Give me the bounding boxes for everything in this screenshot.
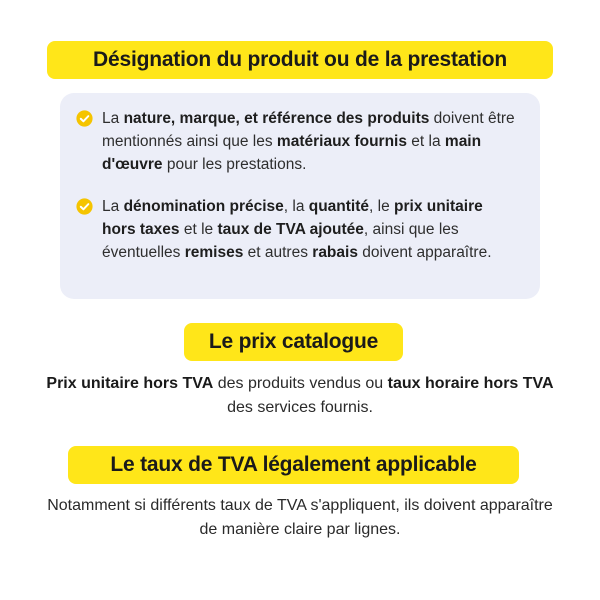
text-run: , le xyxy=(369,198,395,215)
bold-text: main d'œuvre xyxy=(102,133,482,173)
prix-catalogue-description xyxy=(40,372,560,420)
text-run: et autres xyxy=(243,244,313,261)
bullet-item-denomination xyxy=(76,195,516,264)
bold-text: prix unitaire hors taxes xyxy=(102,198,483,238)
section-title-prix-catalogue-text: Le prix catalogue xyxy=(208,330,379,353)
text-run: et la xyxy=(406,133,445,150)
check-circle-icon xyxy=(76,110,93,127)
text-run: , ainsi que les éventuelles xyxy=(102,221,459,261)
section-title-taux-tva-text: Le taux de TVA légalement applicable xyxy=(110,453,477,476)
bold-text: rabais xyxy=(312,244,358,261)
bold-text: nature, marque, et référence des produits xyxy=(123,110,430,127)
bold-text: quantité xyxy=(308,198,370,215)
bold-text: matériaux fournis xyxy=(276,133,407,150)
text-run: , la xyxy=(283,198,309,215)
section-title-designation-text: Désignation du produit ou de la prestation xyxy=(93,48,507,71)
section-title-taux-tva xyxy=(68,446,519,484)
text-run: doivent être mentionnés ainsi que les xyxy=(102,110,515,150)
text-run: La xyxy=(102,198,124,215)
text-run: La xyxy=(102,110,124,127)
text-run: doivent apparaître. xyxy=(357,244,492,261)
bullet-item-nature xyxy=(76,107,516,176)
check-circle-icon xyxy=(76,198,93,215)
bold-text: taux horaire hors TVA xyxy=(387,375,554,392)
text-run: et le xyxy=(179,221,218,238)
bold-text: taux de TVA ajoutée xyxy=(217,221,364,238)
section-title-designation xyxy=(47,41,553,79)
requirements-card xyxy=(60,93,540,299)
bullet-text xyxy=(102,195,516,264)
bold-text: dénomination précise xyxy=(123,198,284,215)
text-run: des produits vendus ou xyxy=(213,375,388,392)
text-run: pour les prestations. xyxy=(162,156,307,173)
bullet-text xyxy=(102,107,516,176)
section-title-prix-catalogue xyxy=(184,323,403,361)
taux-tva-description: Notamment si différents taux de TVA s'appliquent, ils doivent apparaître de manière claire par lignes. xyxy=(47,497,553,538)
bold-text: remises xyxy=(184,244,244,261)
bold-text: Prix unitaire hors TVA xyxy=(46,375,214,392)
text-run: des services fournis. xyxy=(227,399,373,416)
